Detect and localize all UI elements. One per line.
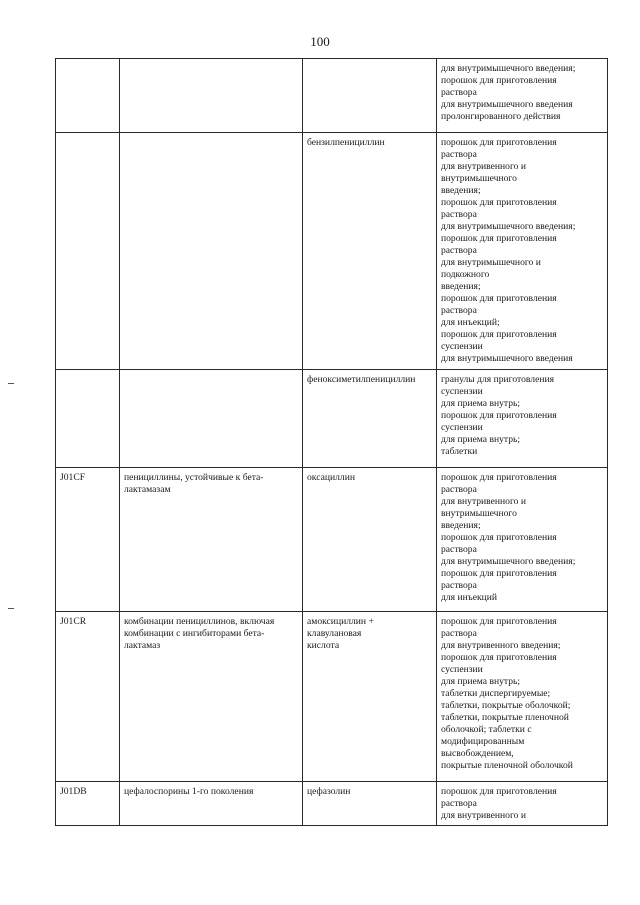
scan-artifact bbox=[8, 608, 14, 609]
atc-code-cell bbox=[56, 370, 120, 468]
drug-name-cell: цефазолин bbox=[303, 782, 437, 826]
dosage-forms-cell: порошок для приготовления раствора для внутривенного и bbox=[437, 782, 608, 826]
table-row bbox=[56, 612, 608, 782]
dosage-forms-cell: для внутримышечного введения; порошок для приготовления раствора для внутримышечного введения пролонгированного действия bbox=[437, 59, 608, 133]
drug-name-cell: оксациллин bbox=[303, 468, 437, 612]
atc-code-cell: J01CR bbox=[56, 612, 120, 782]
dosage-forms-cell: гранулы для приготовления суспензии для приема внутрь; порошок для приготовления суспензии для приема внутрь; таблетки bbox=[437, 370, 608, 468]
table-row bbox=[56, 468, 608, 612]
drug-group-cell bbox=[120, 133, 303, 370]
table-row bbox=[56, 370, 608, 468]
drug-group-cell: пенициллины, устойчивые к бета- лактамазам bbox=[120, 468, 303, 612]
drug-group-cell: цефалоспорины 1-го поколения bbox=[120, 782, 303, 826]
drug-name-cell: бензилпенициллин bbox=[303, 133, 437, 370]
atc-code-cell: J01CF bbox=[56, 468, 120, 612]
drug-name-cell: феноксиметилпенициллин bbox=[303, 370, 437, 468]
atc-code-cell bbox=[56, 59, 120, 133]
atc-code-cell bbox=[56, 133, 120, 370]
dosage-forms-cell: порошок для приготовления раствора для внутривенного и внутримышечного введения; порошок для приготовления раствора для внутримышечного введения; порошок для приготовления раствора для внутримышечного и подкожного введения; порошок для приготовления раствора для инъекций; порошок для приготовления суспензии для внутримышечного введения bbox=[437, 133, 608, 370]
drug-name-cell bbox=[303, 59, 437, 133]
drug-group-cell bbox=[120, 370, 303, 468]
table-row bbox=[56, 133, 608, 370]
drug-name-cell: амоксициллин + клавулановая кислота bbox=[303, 612, 437, 782]
page-number: 100 bbox=[310, 34, 330, 49]
medication-table bbox=[55, 58, 608, 826]
dosage-forms-cell: порошок для приготовления раствора для внутривенного введения; порошок для приготовления суспензии для приема внутрь; таблетки диспергируемые; таблетки, покрытые оболочкой; таблетки, покрытые пленочной оболочкой; таблетки с модифицированным высвобождением, покрытые пленочной оболочкой bbox=[437, 612, 608, 782]
table-row bbox=[56, 782, 608, 826]
scan-artifact bbox=[8, 383, 14, 384]
drug-group-cell bbox=[120, 59, 303, 133]
atc-code-cell: J01DB bbox=[56, 782, 120, 826]
drug-group-cell: комбинации пенициллинов, включая комбинации с ингибиторами бета- лактамаз bbox=[120, 612, 303, 782]
table-row bbox=[56, 59, 608, 133]
dosage-forms-cell: порошок для приготовления раствора для внутривенного и внутримышечного введения; порошок для приготовления раствора для внутримышечного введения; порошок для приготовления раствора для инъекций bbox=[437, 468, 608, 612]
